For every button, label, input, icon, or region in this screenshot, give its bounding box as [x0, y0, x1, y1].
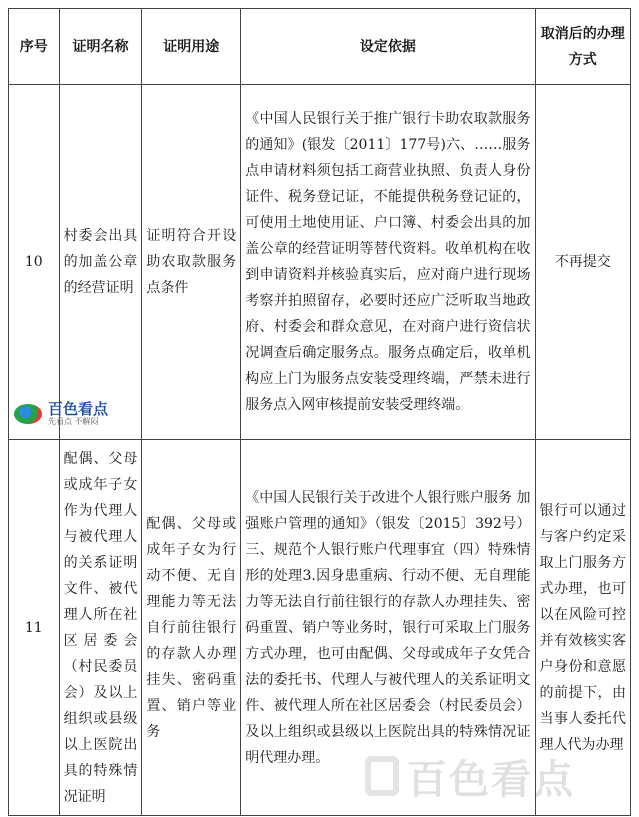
- row-name: 配偶、父母或成年子女作为代理人与被代理人的关系证明文件、被代理人所在社区居委会（村民委员会）及以上组织或县级以上医院出具的特殊情况证明: [59, 440, 142, 816]
- header-no: 序号: [9, 9, 60, 85]
- row-basis: 《中国人民银行关于改进个人银行账户服务 加强账户管理的通知》（银发〔2015〕392号）三、规范个人银行账户代理事宜（四）特殊情形的处理3.因身患重病、行动不便、无自理能力等无法自行前往银行的存款人办理挂失、密码重置、销户等业务时，银行可采取上门服务方式办理，也可由配偶、父母或成年子女凭合法的委托书、代理人与被代理人的关系证明文件、被代理人所在社区居委会（村民委员会）及以上组织或县级以上医院出具的特殊情况证明代理办理。: [241, 440, 535, 816]
- logo-sub-text: 先看点 不解闷: [48, 417, 99, 426]
- logo-icon: [14, 404, 42, 424]
- row-name: 村委会出具的加盖公章的经营证明: [59, 85, 142, 440]
- row-no: 10: [9, 85, 60, 440]
- row-no: 11: [9, 440, 60, 816]
- row-use: 配偶、父母或成年子女为行动不便、无自理能力等无法自行前往银行的存款人办理挂失、密码重置、销户等业务: [142, 440, 241, 816]
- row-cancel: 银行可以通过与客户约定采取上门服务方式办理，也可以在风险可控并有效核实客户身份和意愿的前提下，由当事人委托代理人代为办理: [535, 440, 630, 816]
- table-row: [9, 440, 631, 816]
- header-name: 证明名称: [59, 9, 142, 85]
- header-cancel: 取消后的办理方式: [535, 9, 630, 85]
- row-use: 证明符合开设助农取款服务点条件: [142, 85, 241, 440]
- header-basis: 设定依据: [241, 9, 535, 85]
- table-row: [9, 85, 631, 440]
- logo-text: [48, 401, 108, 427]
- site-logo: [14, 398, 144, 430]
- row-basis: 《中国人民银行关于推广银行卡助农取款服务的通知》(银发〔2011〕177号)六、……服务点申请材料须包括工商营业执照、负责人身份证件、税务登记证，不能提供税务登记证的，可使用土地使用证、户口簿、村委会出具的加盖公章的经营证明等替代资料。收单机构在收到申请资料并核验真实后，应对商户进行现场考察并拍照留存，必要时还应广泛听取当地政府、村委会和群众意见，在对商户进行资信状况调查后确定服务点。服务点确定后，收单机构应上门为服务点安装受理终端，严禁未进行服务点入网审核提前安装受理终端。: [241, 85, 535, 440]
- table-header-row: [9, 9, 631, 85]
- logo-main-text: 百色看点: [48, 400, 109, 418]
- row-cancel: 不再提交: [535, 85, 630, 440]
- watermark-text: 百色看点: [407, 756, 575, 803]
- header-use: 证明用途: [142, 9, 241, 85]
